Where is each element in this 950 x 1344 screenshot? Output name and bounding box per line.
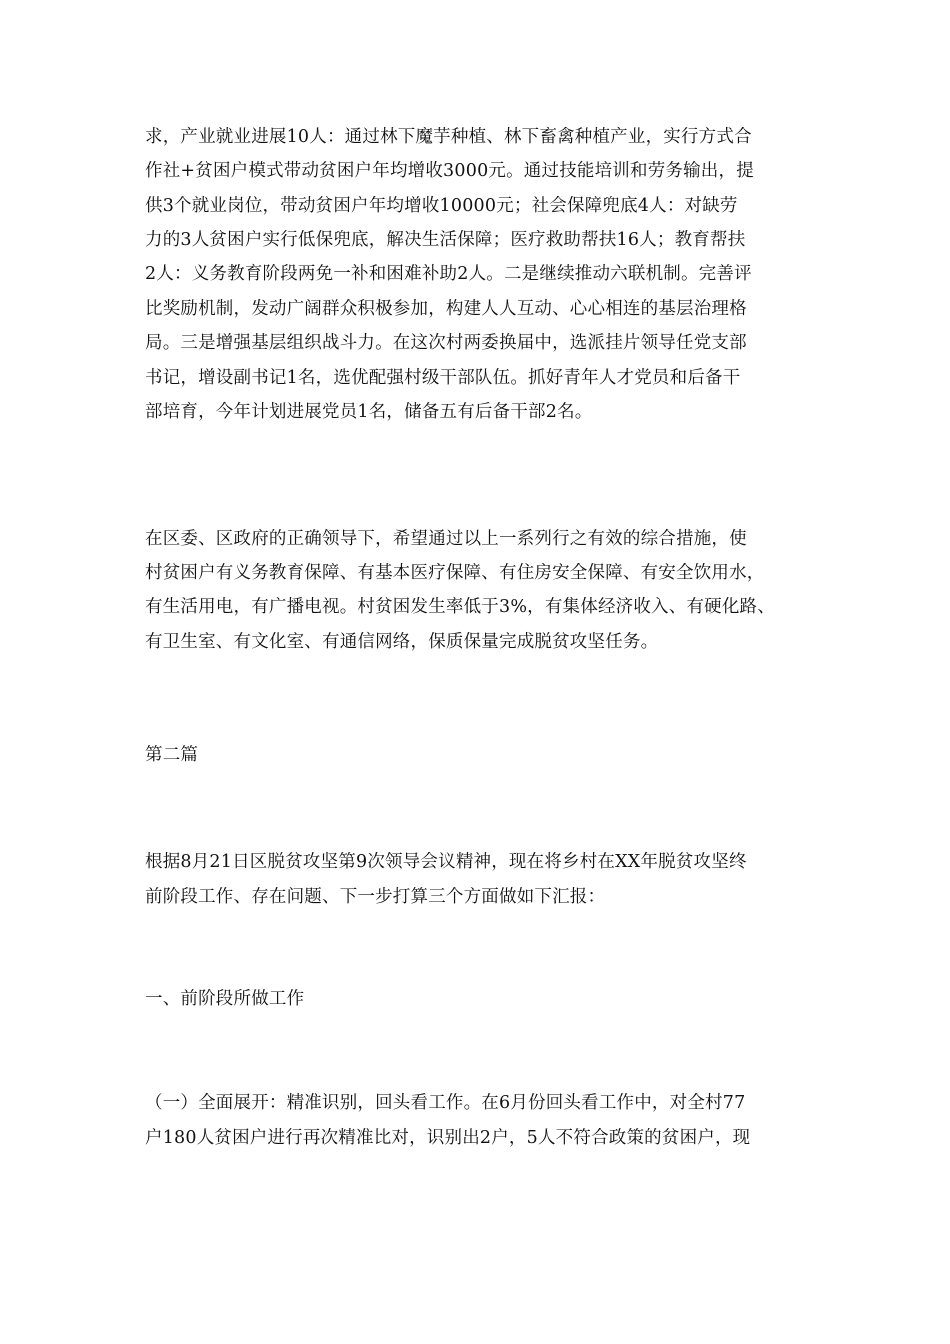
- paragraph-line: （一）全面展开：精准识别，回头看工作。在6月份回头看工作中，对全村77: [145, 1093, 746, 1113]
- paragraph-line: 有卫生室、有文化室、有通信网络，保质保量完成脱贫攻坚任务。: [145, 632, 659, 652]
- paragraph-line: 作社+贫困户模式带动贫困户年均增收3000元。通过技能培训和劳务输出，提: [145, 161, 754, 181]
- paragraph-line: 书记，增设副书记1名，选优配强村级干部队伍。抓好青年人才党员和后备干: [145, 368, 741, 388]
- paragraph-line: 比奖励机制，发动广阔群众积极参加，构建人人互动、心心相连的基层治理格: [145, 299, 747, 319]
- paragraph-line: 村贫困户有义务教育保障、有基本医疗保障、有住房安全保障、有安全饮用水，: [145, 563, 765, 583]
- paragraph-line: 在区委、区政府的正确领导下，希望通过以上一系列行之有效的综合措施，使: [145, 529, 747, 549]
- paragraph-line: 户180人贫困户进行再次精准比对，识别出2户，5人不符合政策的贫困户，现: [145, 1128, 751, 1148]
- paragraph-line: 根据8月21日区脱贫攻坚第9次领导会议精神，现在将乡村在XX年脱贫攻坚终: [145, 852, 747, 872]
- paragraph-line: 有生活用电，有广播电视。村贫困发生率低于3%，有集体经济收入、有硬化路、: [145, 597, 775, 617]
- paragraph-line: 2人：义务教育阶段两免一补和困难补助2人。二是继续推动六联机制。完善评: [145, 264, 752, 284]
- paragraph-line: 局。三是增强基层组织战斗力。在这次村两委换届中，选派挂片领导任党支部: [145, 333, 747, 353]
- paragraph-line: 力的3人贫困户实行低保兜底，解决生活保障；医疗救助帮扶16人；教育帮扶: [145, 230, 746, 250]
- paragraph-line: 部培育，今年计划进展党员1名，储备五有后备干部2名。: [145, 402, 593, 422]
- paragraph-line: 供3个就业岗位，带动贫困户年均增收10000元；社会保障兜底4人：对缺劳: [145, 196, 738, 216]
- section-heading: 一、前阶段所做工作: [145, 989, 305, 1009]
- paragraph-line: 前阶段工作、存在问题、下一步打算三个方面做如下汇报：: [145, 887, 606, 907]
- section-title: 第二篇: [145, 745, 199, 765]
- paragraph-line: 求，产业就业进展10人：通过林下魔芋种植、林下畜禽种植产业，实行方式合: [145, 127, 752, 147]
